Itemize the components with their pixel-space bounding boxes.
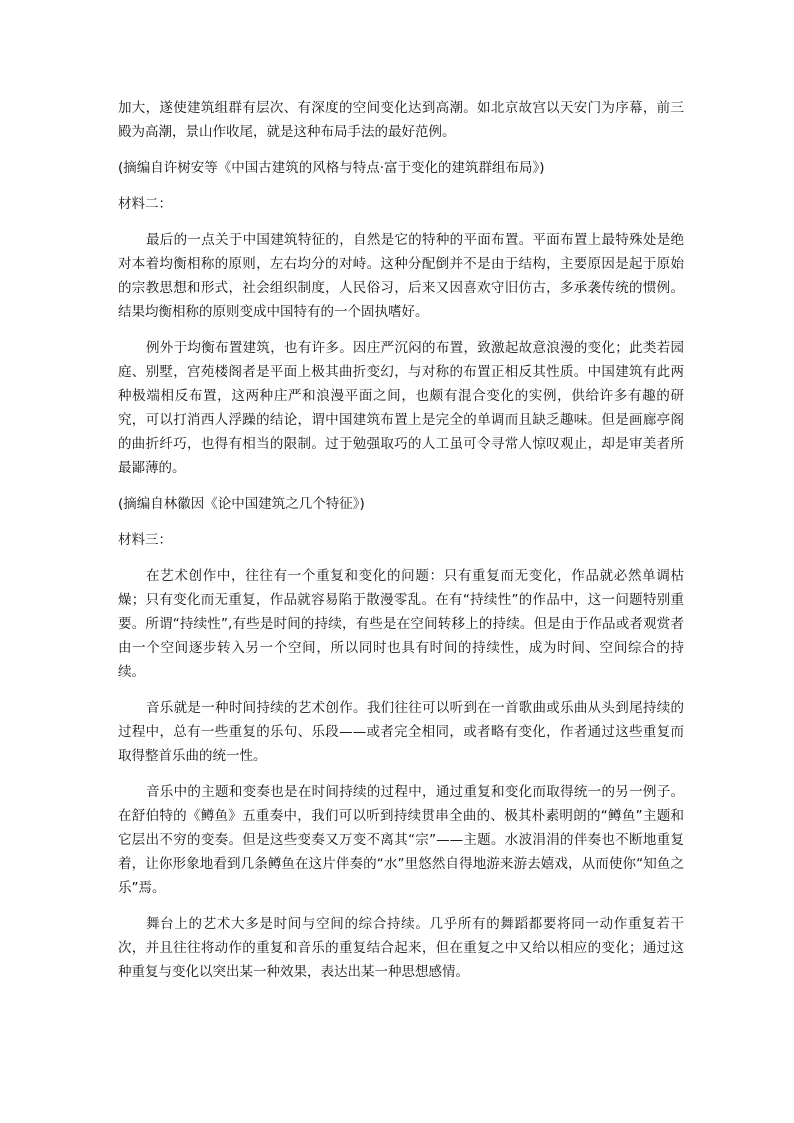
material3-heading: 材料三： bbox=[118, 532, 172, 548]
material3-paragraph-2: 音乐就是一种时间持续的艺术创作。我们往往可以听到在一首歌曲或乐曲从头到尾持续的过程中，总有一些重复的乐句、乐段——或者完全相同，或者略有变化，作者通过这些重复而取得整首乐曲的统一性。 bbox=[118, 700, 684, 764]
material2-heading: 材料二： bbox=[118, 196, 172, 212]
material1-continuation: 加大，遂使建筑组群有层次、有深度的空间变化达到高潮。如北京故宫以天安门为序幕，前三殿为高潮，景山作收尾，就是这种布局手法的最好范例。 bbox=[118, 100, 684, 140]
material2-paragraph-1: 最后的一点关于中国建筑特征的，自然是它的特种的平面布置。平面布置上最特殊处是绝对本着均衡相称的原则，左右均分的对峙。这种分配倒并不是由于结构，主要原因是起于原始的宗教思想和形式，社会组织制度，人民俗习，后来又因喜欢守旧仿古，多承袭传统的惯例。结果均衡相称的原则变成中国特有的一个固执嗜好。 bbox=[118, 232, 684, 320]
material3-paragraph-3: 音乐中的主题和变奏也是在时间持续的过程中，通过重复和变化而取得统一的另一例子。在舒伯特的《鳟鱼》五重奏中，我们可以听到持续贯串全曲的、极其朴素明朗的“鳟鱼”主题和它层出不穷的变奏。但是这些变奏又万变不离其“宗”——主题。水波涓涓的伴奏也不断地重复着，让你形象地看到几条鳟鱼在这片伴奏的“水”里悠然自得地游来游去嬉戏，从而使你“知鱼之乐”焉。 bbox=[118, 784, 684, 896]
material3-paragraph-4: 舞台上的艺术大多是时间与空间的综合持续。几乎所有的舞蹈都要将同一动作重复若干次，并且往往将动作的重复和音乐的重复结合起来，但在重复之中又给以相应的变化；通过这种重复与变化以突出某一种效果，表达出某一种思想感情。 bbox=[118, 916, 684, 980]
document-body bbox=[118, 96, 684, 996]
material1-source: (摘编自许树安等《中国古建筑的风格与特点·富于变化的建筑群组布局》) bbox=[118, 160, 545, 176]
material2-source: (摘编自林徽因《论中国建筑之几个特征》) bbox=[118, 496, 365, 512]
material2-paragraph-2: 例外于均衡布置建筑，也有许多。因庄严沉闷的布置，致激起故意浪漫的变化；此类若园庭、别墅，宫苑楼阁者是平面上极其曲折变幻，与对称的布置正相反其性质。中国建筑有此两种极端相反布置，这两种庄严和浪漫平面之间，也颇有混合变化的实例，供给许多有趣的研究，可以打消西人浮躁的结论，谓中国建筑布置上是完全的单调而且缺乏趣味。但是画廊亭阁的曲折纤巧，也得有相当的限制。过于勉强取巧的人工虽可令寻常人惊叹观止，却是审美者所最鄙薄的。 bbox=[118, 340, 684, 476]
material3-paragraph-1: 在艺术创作中，往往有一个重复和变化的问题：只有重复而无变化，作品就必然单调枯燥；只有变化而无重复，作品就容易陷于散漫零乱。在有“持续性”的作品中，这一问题特别重要。所谓“持续性”,有些是时间的持续，有些是在空间转移上的持续。但是由于作品或者观赏者由一个空间逐步转入另一个空间，所以同时也具有时间的持续性，成为时间、空间综合的持续。 bbox=[118, 568, 684, 680]
